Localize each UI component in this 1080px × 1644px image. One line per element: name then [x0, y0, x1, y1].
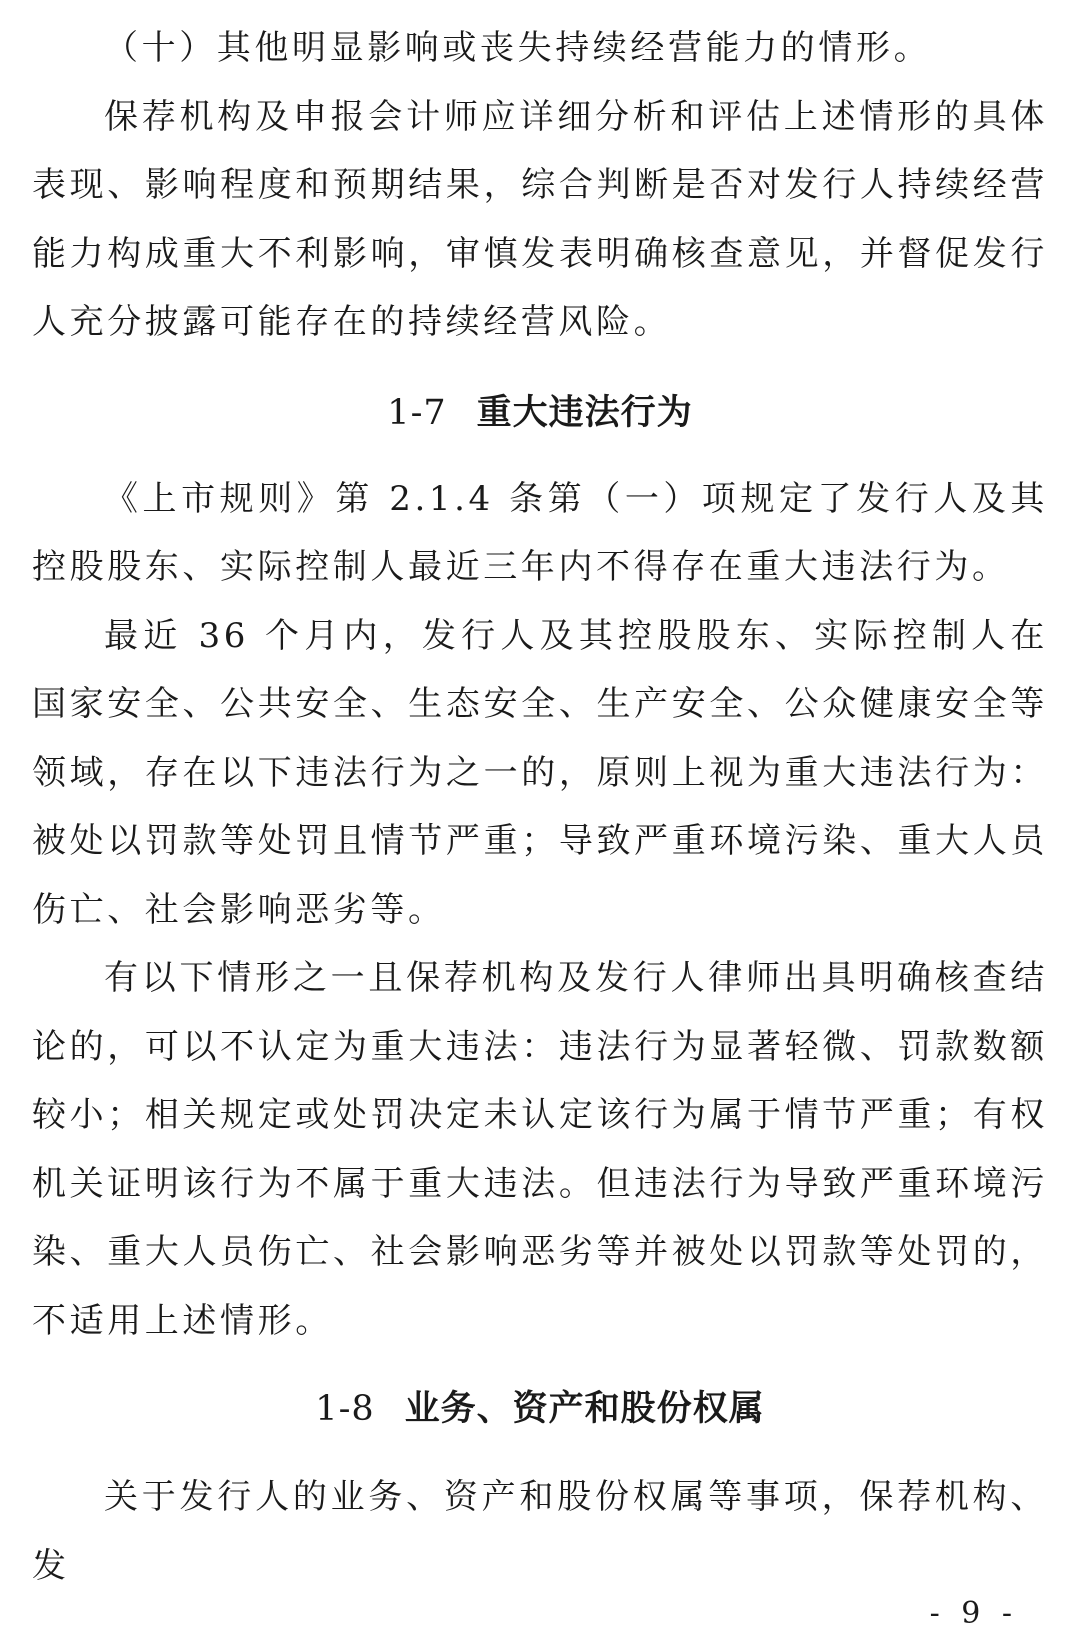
paragraph-sponsor-assessment: 保荐机构及申报会计师应详细分析和评估上述情形的具体表现、影响程度和预期结果，综合判断是否对发行人持续经营能力构成重大不利影响，审慎发表明确核查意见，并督促发行人充分披露可能存在的持续经营风险。 — [32, 96, 1048, 342]
document-page — [32, 14, 1048, 1600]
section-title: 业务、资产和股份权属 — [404, 1389, 765, 1429]
paragraph-non-major-violation: 有以下情形之一且保荐机构及发行人律师出具明确核查结论的，可以不认定为重大违法：违法行为显著轻微、罚款数额较小；相关规定或处罚决定未认定该行为属于情节严重；有权机关证明该行为不属于重大违法。但违法行为导致严重环境污染、重大人员伤亡、社会影响恶劣等并被处以罚款等处罚的，不适用上述情形。 — [32, 958, 1048, 1341]
page-number: - 9 - — [929, 1596, 1018, 1631]
section-heading-1-7 — [32, 393, 1048, 433]
paragraph-major-violation-definition: 最近 36 个月内，发行人及其控股股东、实际控制人在国家安全、公共安全、生态安全、生产安全、公众健康安全等领域，存在以下违法行为之一的，原则上视为重大违法行为：被处以罚款等处罚且情节严重；导致严重环境污染、重大人员伤亡、社会影响恶劣等。 — [32, 615, 1048, 930]
paragraph-listing-rules: 《上市规则》第 2.1.4 条第（一）项规定了发行人及其控股股东、实际控制人最近三年内不得存在重大违法行为。 — [32, 478, 1048, 587]
section-heading-1-8 — [32, 1389, 1048, 1429]
section-number: 1-8 — [315, 1389, 375, 1429]
paragraph-ownership: 关于发行人的业务、资产和股份权属等事项，保荐机构、发 — [32, 1477, 1048, 1586]
section-number: 1-7 — [387, 392, 447, 433]
paragraph-item-10: （十）其他明显影响或丧失持续经营能力的情形。 — [104, 28, 932, 68]
section-title: 重大违法行为 — [476, 392, 693, 433]
